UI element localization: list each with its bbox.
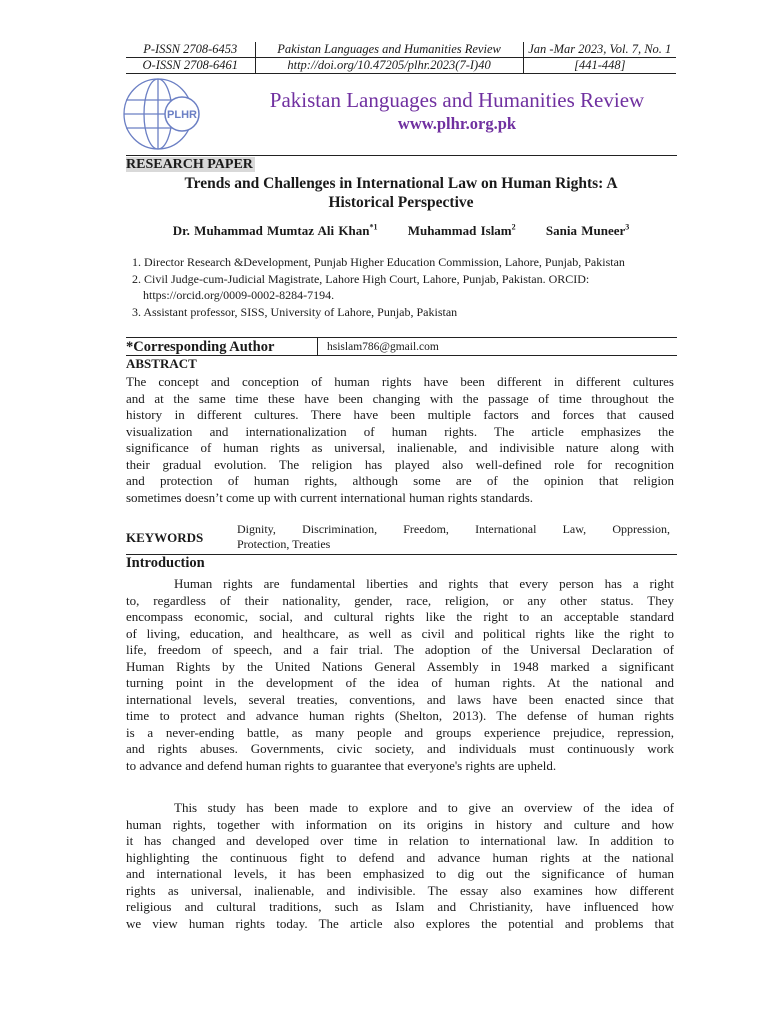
text-line: Human rights are fundamental liberties and rights that every person has a right: [174, 576, 674, 591]
text-line: is a never-ending battle, as many people and groups experience prejudice, repression,: [126, 724, 674, 740]
affiliations-list: [132, 254, 672, 320]
keywords-list: [237, 522, 670, 552]
journal-name-header: Pakistan Languages and Humanities Review: [256, 42, 524, 57]
intro-paragraph: [126, 800, 674, 932]
text-line: to, regardless of their nationality, gender, race, religion, or any other status. They: [126, 592, 674, 608]
paper-type-label: RESEARCH PAPER: [126, 157, 253, 172]
divider: [126, 554, 677, 555]
text-line: This study has been made to explore and to give an overview of the idea of: [174, 800, 674, 815]
text-line: it has changed and developed over time in relation to international law. In addition to: [126, 833, 674, 848]
affiliation-item: 2. Civil Judge-cum-Judicial Magistrate, Lahore High Court, Lahore, Punjab, Pakistan. ORCID: https://orcid.org/0009-0002-8284-7194.: [132, 271, 590, 302]
affiliation-item: 3. Assistant professor, SISS, University of Lahore, Punjab, Pakistan: [132, 304, 458, 319]
text-line: and rights abuses. Governments, civic society, and individuals must continuously work: [126, 741, 674, 756]
paper-title: [126, 174, 676, 212]
text-line: rights as universal, inalienable, and indivisible. The essay also examines how different: [126, 882, 674, 898]
text-line: sometimes doesn’t come up with current international human rights standards.: [126, 489, 534, 505]
text-line: and protection of human rights, although some are of the opinion that religion: [126, 473, 674, 488]
corresponding-email[interactable]: hsislam786@gmail.com: [327, 341, 439, 353]
text-line: turning point in the development of the idea of human rights. At the national and: [126, 675, 674, 690]
text-line: visualization and internationalization of human rights. The article emphasizes the: [126, 423, 674, 439]
text-line: to advance and defend human rights to guarantee that everyone's rights are upheld.: [126, 757, 557, 773]
doi-link[interactable]: http://doi.org/10.47205/plhr.2023(7-I)40: [256, 58, 524, 73]
intro-paragraph: [126, 576, 674, 774]
text-line: international levels, several treaties, conventions, and laws have been enacted since that: [126, 691, 674, 707]
text-line: highlighting the continuous fight to defend and advance human rights at the national: [126, 849, 674, 865]
title-line: Trends and Challenges in International Law on Human Rights: A: [184, 175, 618, 192]
text-line: history in different cultures. There have been multiple factors and forces that caused: [126, 407, 674, 422]
abstract-text: [126, 374, 674, 506]
affiliation-item: 1. Director Research &Development, Punjab Higher Education Commission, Lahore, Punjab, Pakistan: [132, 255, 625, 269]
text-line: we view human rights today. The article also explores the potential and problems that: [126, 915, 674, 931]
journal-header-table: [126, 42, 676, 74]
text-line: and at the same time these have been changing with the passage of time throughout the: [126, 390, 674, 406]
keywords-label: KEYWORDS: [126, 530, 204, 545]
journal-title: Pakistan Languages and Humanities Review: [269, 88, 645, 112]
text-line: life, freedom of speech, and a fair trial. The adoption of the Universal Declaration of: [126, 642, 674, 657]
text-line: human rights, together with information on its origins in history and culture and how: [126, 816, 674, 832]
author-list: [126, 223, 676, 239]
text-line: time to protect and advance human rights (Shelton, 2013). The defense of human rights: [126, 708, 674, 723]
author: Muhammad Islam$^2$: [407, 223, 516, 239]
journal-url[interactable]: www.plhr.org.pk: [397, 114, 517, 133]
p-issn: P-ISSN 2708-6453: [126, 42, 256, 57]
divider: [126, 355, 677, 356]
text-line: religious and cultural traditions, such as Islam and Christianity, have influenced how: [126, 899, 674, 914]
text-line: and international levels, it has been emphasized to dig out the significance of human: [126, 866, 674, 881]
abstract-heading: ABSTRACT: [126, 356, 197, 371]
title-line: Historical Perspective: [328, 194, 474, 211]
plhr-globe-logo: [122, 76, 202, 154]
issue-info: Jan -Mar 2023, Vol. 7, No. 1: [528, 42, 672, 56]
corresponding-author-label: *Corresponding Author: [126, 338, 318, 356]
keywords-line: Protection, Treaties: [237, 537, 331, 551]
page-range: [441-448]: [574, 58, 626, 72]
text-line: of living, education, and healthcare, as well as civil and political rights like the right to: [126, 625, 674, 641]
author: Dr. Muhammad Mumtaz Ali Khan$^{*1}$: [172, 223, 378, 239]
author: Sania Muneer$^3$: [545, 223, 630, 239]
text-line: Human Rights by the United Nations General Assembly in 1948 marked a significant: [126, 658, 674, 674]
introduction-heading: Introduction: [126, 555, 205, 571]
divider: [126, 155, 677, 156]
text-line: The concept and conception of human rights have been different in different cultures: [126, 374, 674, 389]
text-line: significance of human rights as universal, inalienable, and indivisible nature along with: [126, 440, 674, 455]
o-issn: O-ISSN 2708-6461: [126, 58, 256, 73]
keywords-line: Dignity, Discrimination, Freedom, International Law, Oppression,: [237, 522, 670, 536]
corresponding-author-row: [126, 337, 677, 356]
text-line: their gradual evolution. The religion has played also well-defined role for recognition: [126, 456, 674, 472]
text-line: encompass economic, social, and cultural rights like the right to an acceptable standard: [126, 609, 674, 624]
logo-text: PLHR: [167, 109, 197, 121]
